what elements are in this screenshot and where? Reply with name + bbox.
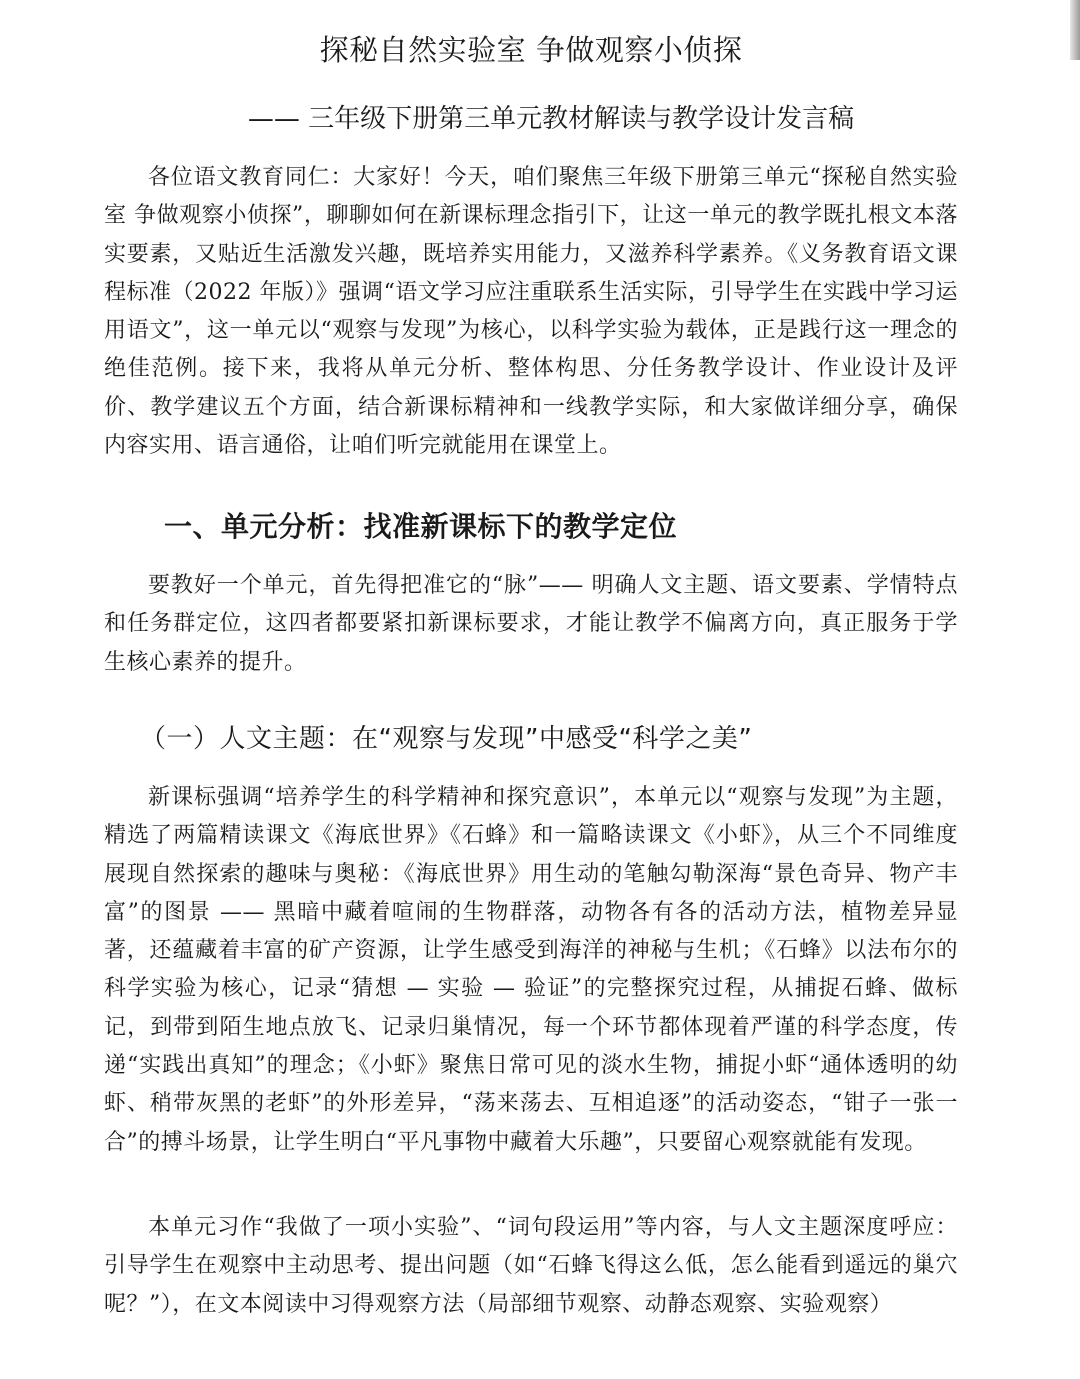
scroll-edge	[1070, 0, 1080, 60]
intro-paragraph: 各位语文教育同仁：大家好！今天，咱们聚焦三年级下册第三单元“探秘自然实验室 争做观察小侦探”，聊聊如何在新课标理念指引下，让这一单元的教学既扎根文本落实要素，又贴近生活激发兴趣，既培养实用能力，又滋养科学素养。《义务教育语文课程标准（2022 年版）》强调“语文学习应注重联系生活实际，引导学生在实践中学习运用语文”，这一单元以“观察与发现”为核心，以科学实验为载体，正是践行这一理念的绝佳范例。接下来，我将从单元分析、整体构思、分任务教学设计、作业设计及评价、教学建议五个方面，结合新课标精神和一线教学实际，和大家做详细分享，确保内容实用、语言通俗，让咱们听完就能用在课堂上。	[104, 165, 958, 459]
subsection-1-heading: （一）人文主题：在“观察与发现”中感受“科学之美”	[140, 724, 753, 754]
document-title: 探秘自然实验室 争做观察小侦探	[319, 33, 743, 67]
subsection-1-paragraph-1: 新课标强调“培养学生的科学精神和探究意识”，本单元以“观察与发现”为主题，精选了两篇精读课文《海底世界》《石蜂》和一篇略读课文《小虾》，从三个不同维度展现自然探索的趣味与奥秘：《海底世界》用生动的笔触勾勒深海“景色奇异、物产丰富”的图景 —— 黑暗中藏着喧闹的生物群落，动物各有各的活动方法，植物差异显著，还蕴藏着丰富的矿产资源，让学生感受到海洋的神秘与生机；《石蜂》以法布尔的科学实验为核心，记录“猜想 — 实验 — 验证”的完整探究过程，从捕捉石蜂、做标记，到带到陌生地点放飞、记录归巢情况，每一个环节都体现着严谨的科学态度，传递“实践出真知”的理念；《小虾》聚焦日常可见的淡水生物，捕捉小虾“通体透明的幼虾、稍带灰黑的老虾”的外形差异，“荡来荡去、互相追逐”的活动姿态，“钳子一张一合”的搏斗场景，让学生明白“平凡事物中藏着大乐趣”，只要留心观察就能有发现。	[104, 785, 958, 1155]
section-1-paragraph: 要教好一个单元，首先得把准它的“脉”—— 明确人文主题、语文要素、学情特点和任务群定位，这四者都要紧扣新课标要求，才能让教学不偏离方向，真正服务于学生核心素养的提升。	[104, 573, 958, 675]
document-subtitle: —— 三年级下册第三单元教材解读与教学设计发言稿	[247, 104, 855, 134]
section-1-heading: 一、单元分析：找准新课标下的教学定位	[164, 510, 678, 543]
subsection-1-paragraph-2: 本单元习作“我做了一项小实验”、“词句段运用”等内容，与人文主题深度呼应：引导学生在观察中主动思考、提出问题（如“石蜂飞得这么低，怎么能看到遥远的巢穴呢？”），在文本阅读中习得观察方法（局部细节观察、动静态观察、实验观察）	[104, 1215, 958, 1317]
